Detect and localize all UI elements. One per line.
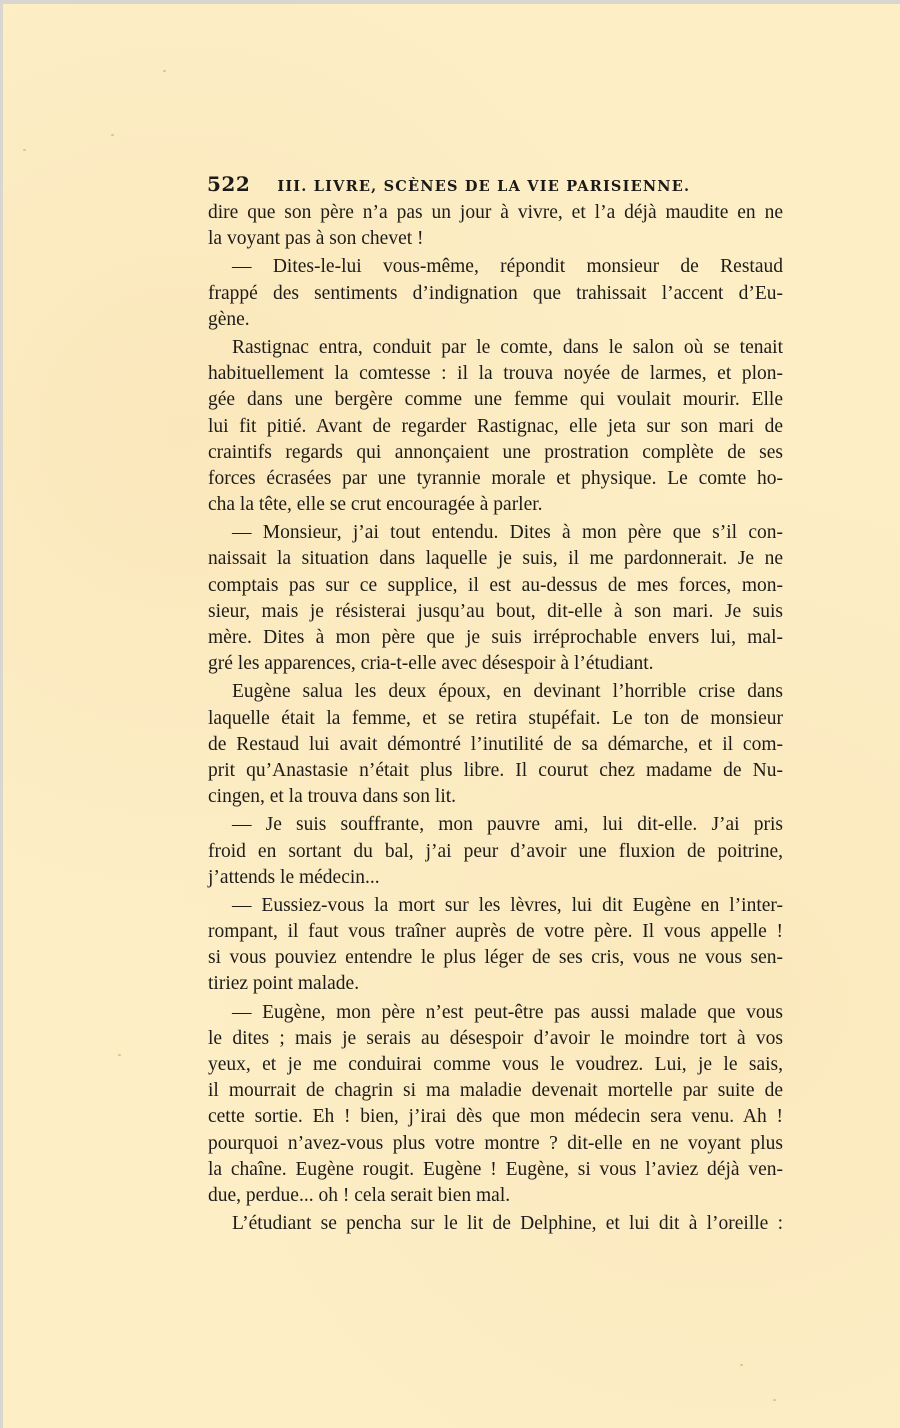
text-line: j’attends le médecin...: [208, 866, 380, 888]
book-page: [3, 4, 900, 1428]
text-line: gène.: [208, 308, 250, 330]
paragraph: [208, 1211, 783, 1237]
text-line: de Restaud lui avait démontré l’inutilité de sa démarche, et il com-: [208, 733, 783, 755]
paragraph: [208, 254, 783, 333]
text-line: habituellement la comtesse : il la trouva noyée de larmes, et plon-: [208, 363, 783, 385]
text-line: gré les apparences, cria-t-elle avec désespoir à l’étudiant.: [208, 653, 654, 675]
body-text: [208, 200, 783, 1237]
text-line: craintifs regards qui annonçaient une prostration complète de ses: [208, 441, 783, 463]
paragraph: [208, 520, 783, 677]
paragraph: [208, 1000, 783, 1210]
text-line: — Eugène, mon père n’est peut-être pas aussi malade que vous: [232, 1001, 783, 1023]
paper-speck: [740, 1364, 743, 1366]
paragraph: [208, 812, 783, 891]
text-line: cha la tête, elle se crut encouragée à parler.: [208, 494, 543, 516]
text-line: cette sortie. Eh ! bien, j’irai dès que mon médecin sera venu. Ah !: [208, 1106, 783, 1128]
paragraph: [208, 893, 783, 998]
text-line: naissait la situation dans laquelle je suis, il me pardonnerait. Je ne: [208, 548, 783, 570]
running-title: III. LIVRE, SCÈNES DE LA VIE PARISIENNE.: [277, 178, 691, 195]
text-line: la voyant pas à son chevet !: [208, 228, 424, 250]
text-line: le dites ; mais je serais au désespoir d’avoir le moindre tort à vos: [208, 1027, 783, 1049]
text-line: yeux, et je me conduirai comme vous le voudrez. Lui, je le sais,: [208, 1054, 783, 1075]
page-number: 522: [207, 172, 251, 196]
text-line: — Dites-le-lui vous-même, répondit monsieur de Restaud: [232, 256, 783, 278]
text-line: due, perdue... oh ! cela serait bien mal.: [208, 1184, 511, 1206]
text-line: prit qu’Anastasie n’était plus libre. Il courut chez madame de Nu-: [208, 759, 783, 781]
text-line: forces écrasées par une tyrannie morale et physique. Le comte ho-: [208, 467, 783, 489]
text-line: froid en sortant du bal, j’ai peur d’avoir une fluxion de poitrine,: [208, 840, 783, 862]
text-line: rompant, il faut vous traîner auprès de votre père. Il vous appelle !: [208, 921, 783, 943]
paper-speck: [23, 149, 26, 151]
text-line: Rastignac entra, conduit par le comte, dans le salon où se tenait: [232, 336, 783, 358]
text-line: — Monsieur, j’ai tout entendu. Dites à mon père que s’il con-: [232, 522, 783, 544]
paper-speck: [163, 70, 166, 72]
text-line: lui fit pitié. Avant de regarder Rastignac, elle jeta sur son mari de: [208, 415, 783, 437]
text-line: dire que son père n’a pas un jour à vivre, et l’a déjà maudite en ne: [208, 202, 783, 223]
text-line: tiriez point malade.: [208, 973, 360, 995]
paper-speck: [773, 1399, 776, 1401]
text-line: frappé des sentiments d’indignation que trahissait l’accent d’Eu-: [208, 282, 783, 304]
text-line: — Eussiez-vous la mort sur les lèvres, lui dit Eugène en l’inter-: [232, 894, 783, 916]
paper-speck: [118, 1054, 121, 1056]
running-header: [207, 172, 787, 196]
paragraph: [208, 200, 783, 252]
text-line: comptais pas sur ce supplice, il est au-dessus de mes forces, mon-: [208, 574, 783, 596]
paragraph: [208, 335, 783, 518]
paper-speck: [111, 134, 114, 136]
text-line: — Je suis souffrante, mon pauvre ami, lui dit-elle. J’ai pris: [232, 814, 783, 836]
text-line: pourquoi n’avez-vous plus votre montre ? dit-elle en ne voyant plus: [208, 1132, 783, 1154]
text-line: L’étudiant se pencha sur le lit de Delphine, et lui dit à l’oreille :: [232, 1213, 783, 1235]
text-line: cingen, et la trouva dans son lit.: [208, 786, 457, 808]
text-line: il mourrait de chagrin si ma maladie devenait mortelle par suite de: [208, 1080, 783, 1102]
text-line: mère. Dites à mon père que je suis irréprochable envers lui, mal-: [208, 627, 783, 648]
paragraph: [208, 679, 783, 810]
text-line: Eugène salua les deux époux, en devinant l’horrible crise dans: [232, 681, 783, 703]
text-line: la chaîne. Eugène rougit. Eugène ! Eugène, si vous l’aviez déjà ven-: [208, 1158, 783, 1180]
text-line: sieur, mais je résisterai jusqu’au bout, dit-elle à son mari. Je suis: [208, 600, 783, 622]
text-line: laquelle était la femme, et se retira stupéfait. Le ton de monsieur: [208, 707, 783, 729]
text-line: gée dans une bergère comme une femme qui voulait mourir. Elle: [208, 389, 783, 411]
text-line: si vous pouviez entendre le plus léger de ses cris, vous ne vous sen-: [208, 947, 783, 969]
